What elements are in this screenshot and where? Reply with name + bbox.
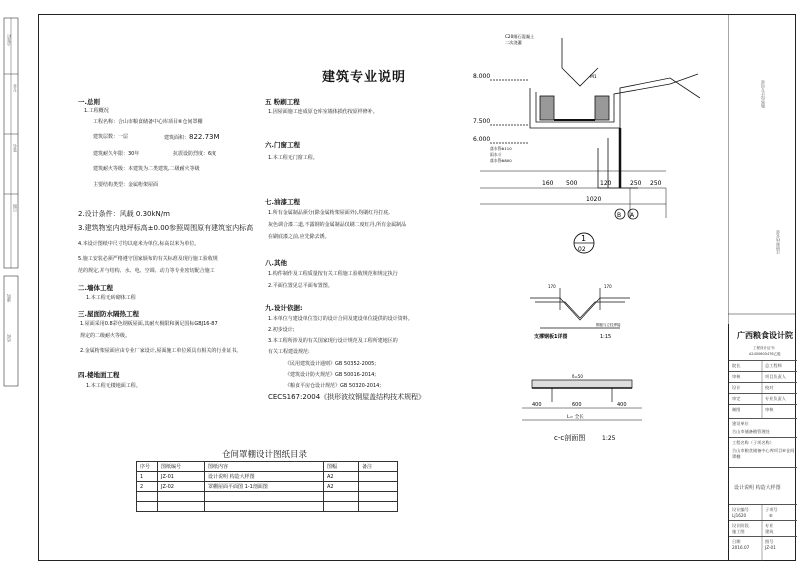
- role-label: 项目负责人: [765, 374, 786, 379]
- elev-label: 8.000: [473, 73, 491, 80]
- dim-label: 120: [600, 180, 612, 187]
- text-line: 1.工程概况: [84, 108, 109, 114]
- dim-label: 600: [572, 402, 582, 408]
- binding-strip: [0, 14, 38, 561]
- heading-general: 一.总则: [78, 98, 100, 106]
- dim-label: 500: [566, 180, 578, 187]
- heading-paint: 五 粉刷工程: [265, 98, 300, 106]
- text-line: 2.平面位置见总平面布置图。: [268, 283, 333, 289]
- text-line: 1.本工程无楼地面工程。: [86, 383, 141, 389]
- strip-label: 日期: [12, 204, 17, 212]
- text-line: 1.本工程无门窗工程。: [268, 155, 318, 161]
- bracket-label: 支撑钢板1详图: [534, 334, 568, 340]
- text-line: 范的规定,并与结构、水、电、空调、动力等专业密切配合施工: [78, 268, 215, 274]
- dim-label: 250: [630, 180, 642, 187]
- text-line: 1.构件制作及工程质量按有关工程施工验收规范和规定执行: [268, 271, 398, 277]
- dim-label: 250: [650, 180, 662, 187]
- role-label: 审核: [732, 374, 741, 379]
- table-cell: 设计说明 构造大样图: [205, 472, 324, 482]
- field-label: 图号: [765, 539, 774, 544]
- ref-sheet: 02: [578, 246, 586, 253]
- strip-label: 会签栏: [6, 34, 11, 46]
- table-cell: [359, 472, 398, 482]
- table-row: [137, 482, 398, 492]
- strip-label: 建筑: [6, 294, 11, 302]
- table-header: 序号: [137, 462, 158, 472]
- table-cell: JZ-01: [158, 472, 205, 482]
- text-line: 规定的二级耐火等级。: [80, 333, 131, 339]
- seal-area: [728, 14, 796, 324]
- text-line: 在刷底漆之前,应先除去锈。: [268, 234, 330, 240]
- dim-label: 400: [532, 402, 542, 408]
- text-line: 工程名称：合山市粮食储备中心库项目⑥仓间罩棚: [93, 119, 203, 125]
- dim-label: 160: [542, 180, 554, 187]
- dim-label: 170: [548, 284, 556, 289]
- text-line: 抗震设防烈度：6度: [173, 151, 217, 157]
- dim-label: L= 全长: [567, 415, 584, 420]
- heading-other: 八.其他: [265, 259, 287, 267]
- text-line: 1.本工程无砖砌体工程: [86, 295, 136, 301]
- table-header: 图幅: [324, 462, 359, 472]
- detail-ref-marker: [566, 228, 602, 258]
- text-line: 建筑耐火等级：本建筑为二类建筑,二级耐火等级: [93, 166, 200, 172]
- field-label: 子项号: [765, 507, 778, 512]
- table-row: [137, 472, 398, 482]
- field-label: 设计阶段: [732, 523, 749, 528]
- role-label: 设计: [732, 385, 741, 390]
- role-label: 专业负责人: [765, 396, 786, 401]
- detail-label: 落水管Φ800: [490, 158, 512, 163]
- project-name: 合山市粮食储备中心库项目⑥仓间罩棚: [732, 448, 795, 459]
- text-line: 5.施工安装必须严格遵守国家颁布的有关标准及现行施工验收规: [78, 256, 218, 262]
- index-title: 仓间罩棚设计图纸目录: [222, 450, 308, 460]
- table-header-row: [137, 462, 398, 472]
- text-line: 主要结构类型：金属桁架屋面: [93, 182, 159, 188]
- cert-line: A2450605476乙级: [749, 352, 781, 356]
- index-table: [136, 461, 398, 512]
- client-label: 建设单位: [732, 421, 749, 426]
- role-label: 制图: [732, 407, 741, 412]
- seal-label: 注册师执业章: [775, 230, 780, 254]
- text-line: 3.建筑物室内地坪标高±0.00参照周围原有建筑室内标高: [78, 224, 254, 232]
- axis-label: B: [617, 212, 622, 219]
- text-line: 2.初步设计;: [268, 327, 295, 333]
- table-row: [137, 502, 398, 512]
- page-title: 建筑专业说明: [322, 70, 407, 85]
- heading-roof: 三.屋面防水隔热工程: [78, 310, 139, 318]
- text-line: 有关工程建设规范:: [268, 349, 310, 355]
- table-cell: 1: [137, 472, 158, 482]
- field-value: 建筑: [765, 529, 774, 534]
- heading-doors: 六.门窗工程: [265, 141, 300, 149]
- text-line: 1.屋面采用0.8彩色钢板屋面,其耐火极限和满足国标GBJ16-87: [80, 321, 218, 327]
- table-cell: A2: [324, 472, 359, 482]
- company-name: 广西粮食设计院: [737, 331, 793, 340]
- ref-number: 1: [581, 234, 587, 243]
- text-line: 2.金属桁架屋面应由专业厂家设计,屋面施工单位须具有相关的行业证书。: [80, 348, 242, 354]
- section-scale: 1:25: [602, 435, 616, 442]
- strip-label: 专业: [12, 84, 17, 92]
- table-row: [137, 492, 398, 502]
- heading-floor: 四.楼地面工程: [78, 371, 120, 379]
- role-label: 院长: [732, 363, 741, 368]
- role-label: 审定: [732, 396, 741, 401]
- text-line: 1.本单位与建设单位签订的设计合同及建设单位提供的设计资料。: [268, 316, 413, 322]
- table-cell: A2: [324, 482, 359, 492]
- text-line: 建筑耐久年限：30年: [93, 151, 140, 157]
- text-line: 灰色调合漆二道,不露钢的金属制品仅刷二度红丹,所有金属制品: [268, 222, 407, 228]
- field-value: 2016.07: [732, 545, 750, 550]
- table-header: 图纸编号: [158, 462, 205, 472]
- role-label: 审核: [765, 407, 774, 412]
- text-line: 建筑面积：822.73M: [164, 133, 220, 141]
- standard-ref: CECS167:2004《拱形波纹钢屋盖结构技术规程》: [268, 393, 426, 401]
- field-value: ⑥: [769, 513, 773, 518]
- detail-label: 落水管Φ110: [490, 146, 512, 151]
- section-cc-drawing: [512, 370, 652, 445]
- detail-label: 雨水斗: [490, 152, 502, 157]
- field-value: LJ1620: [732, 513, 747, 518]
- heading-masonry: 二.墙体工程: [78, 284, 113, 292]
- dim-label: 1020: [586, 196, 602, 203]
- elev-label: 6.000: [473, 136, 491, 143]
- table-cell: 罩棚屋面平面图 1-1剖面图: [205, 482, 324, 492]
- standard-ref: 《民用建筑设计通则》GB 50352-2005;: [285, 361, 377, 367]
- eave-detail-drawing: [470, 28, 700, 228]
- standard-ref: 《建筑设计防火规范》GB 50016-2014;: [285, 372, 377, 378]
- text-line: 1.因屋面施工连成原仓库室墙体损伤按原样修补。: [268, 109, 378, 115]
- role-label: 总工程师: [765, 363, 782, 368]
- detail-label: 二次浇灌: [505, 40, 522, 45]
- text-line: 1.所有金属制品须分(除金属桁架屋面外),均刷红丹打底,: [268, 210, 390, 216]
- standard-ref: 《粮食平房仓设计规范》GB 50320-2014;: [285, 383, 382, 389]
- strip-label: 结构: [6, 334, 11, 342]
- title-block: [728, 324, 797, 561]
- elev-label: 7.500: [473, 118, 491, 125]
- table-header: 备注: [359, 462, 398, 472]
- dim-label: δ=50: [572, 374, 583, 379]
- cert-line: 工程设计证书:: [753, 346, 776, 350]
- project-label: 工程名称（子项名称）: [732, 440, 774, 445]
- field-value: JZ-01: [765, 545, 776, 550]
- detail-label: C20细石混凝土: [505, 34, 535, 39]
- table-header: 图纸内容: [205, 462, 324, 472]
- detail-label: M1: [590, 75, 597, 80]
- axis-label: A: [630, 212, 635, 219]
- text-line: 3.本工程所涉及的有关国家现行设计规范及工程所建地区的: [268, 338, 398, 344]
- dim-label: 400: [617, 402, 627, 408]
- table-cell: 2: [137, 482, 158, 492]
- field-label: 日期: [732, 539, 741, 544]
- table-cell: JZ-02: [158, 482, 205, 492]
- bracket-scale: 1:15: [600, 334, 612, 340]
- dim-label: 170: [604, 284, 612, 289]
- heading-finish: 七.油漆工程: [265, 198, 300, 206]
- text-line: 建筑层数：一层: [93, 134, 129, 140]
- field-label: 设计编号: [732, 507, 749, 512]
- detail-label: 钢板与立柱焊接: [596, 323, 621, 327]
- seal-label: 勘察设计专用章: [760, 80, 765, 108]
- drawing-name: 设计说明 构造大样图: [734, 485, 781, 491]
- text-line: 4.本设计图纸中尺寸均以毫米为单位,标高以米为单位。: [78, 241, 200, 247]
- field-value: 施工图: [732, 529, 745, 534]
- client-name: 合山市储备粮管理处: [732, 429, 770, 434]
- field-label: 专业: [765, 523, 774, 528]
- text-line: 2.设计条件：风载 0.30kN/m: [78, 210, 170, 218]
- bracket-detail-drawing: [520, 280, 640, 345]
- role-label: 校对: [765, 385, 774, 390]
- section-label: c-c剖面图: [554, 434, 586, 442]
- heading-basis: 九.设计依据:: [265, 304, 303, 312]
- table-cell: [359, 482, 398, 492]
- strip-label: 签名: [12, 144, 17, 152]
